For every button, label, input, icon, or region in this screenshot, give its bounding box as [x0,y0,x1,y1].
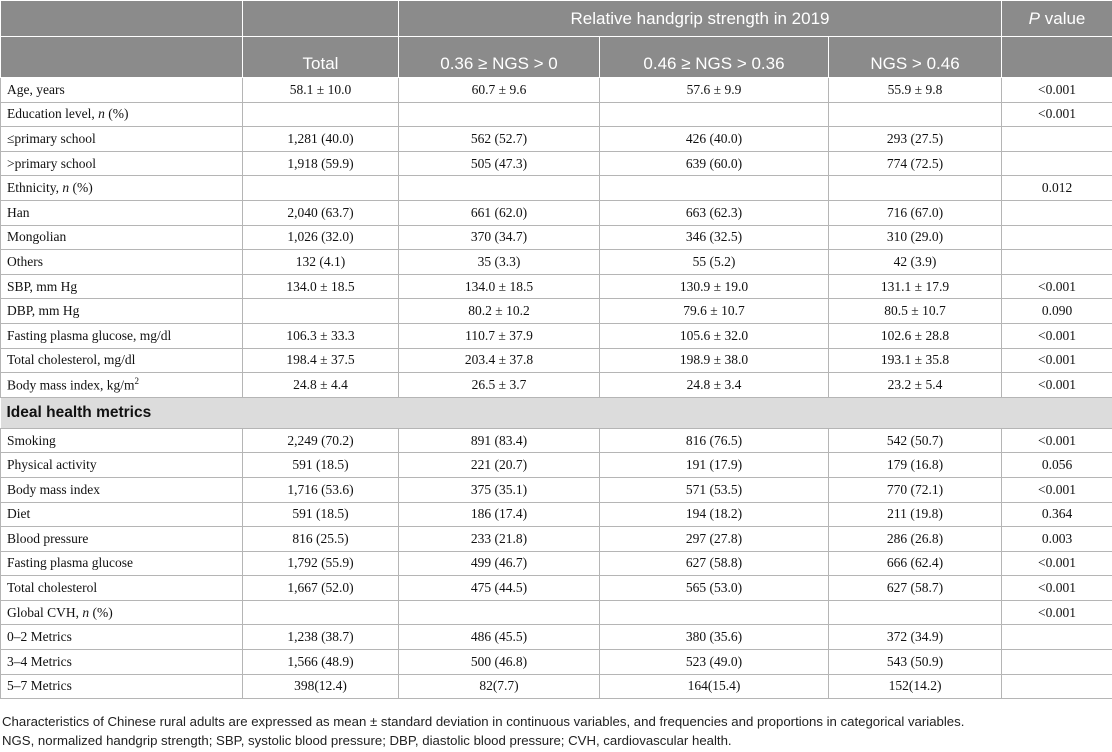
cell-ngs-high: 193.1 ± 35.8 [829,348,1002,373]
row-label [1,453,243,478]
cell-ngs-mid: 627 (58.8) [600,551,829,576]
cell-ngs-low: 375 (35.1) [399,477,600,502]
table-row [1,348,1112,373]
row-label-text: Diet [7,506,31,522]
cell-pvalue: <0.001 [1002,323,1112,348]
cell-ngs-low: 110.7 ± 37.9 [399,323,600,348]
table-row [1,373,1112,398]
section-row-ideal-health-metrics [1,397,1112,428]
row-label [1,127,243,152]
cell-total: 198.4 ± 37.5 [243,348,399,373]
cell-pvalue [1002,625,1112,650]
table-row [1,78,1112,103]
cell-ngs-low: 134.0 ± 18.5 [399,274,600,299]
cell-ngs-low: 562 (52.7) [399,127,600,152]
cell-pvalue: <0.001 [1002,600,1112,625]
cell-total: 398(12.4) [243,674,399,699]
cell-ngs-low: 82(7.7) [399,674,600,699]
pvalue-header-p: P [1028,8,1041,28]
table-row [1,151,1112,176]
cell-ngs-high: 211 (19.8) [829,502,1002,527]
cell-total: 24.8 ± 4.4 [243,373,399,398]
table-row [1,527,1112,552]
row-label-text: Smoking [7,432,56,448]
cell-ngs-high: 102.6 ± 28.8 [829,323,1002,348]
row-label [1,674,243,699]
cell-ngs-low: 35 (3.3) [399,250,600,275]
cell-pvalue [1002,674,1112,699]
table-row [1,428,1112,453]
cell-total: 134.0 ± 18.5 [243,274,399,299]
cell-total: 1,716 (53.6) [243,477,399,502]
cell-ngs-high: 42 (3.9) [829,250,1002,275]
cell-ngs-mid: 79.6 ± 10.7 [600,299,829,324]
cell-ngs-high: 770 (72.1) [829,477,1002,502]
row-label-text: Body mass index [7,481,100,497]
table-row [1,502,1112,527]
cell-total: 132 (4.1) [243,250,399,275]
row-label-text: Fasting plasma glucose, mg/dl [7,327,172,343]
cell-ngs-high: 152(14.2) [829,674,1002,699]
table-row [1,453,1112,478]
cell-total: 1,238 (38.7) [243,625,399,650]
cell-pvalue: <0.001 [1002,551,1112,576]
row-label [1,527,243,552]
cell-ngs-high: 774 (72.5) [829,151,1002,176]
table-row [1,477,1112,502]
cell-ngs-mid: 24.8 ± 3.4 [600,373,829,398]
cell-total: 2,040 (63.7) [243,200,399,225]
pvalue-header-blank [1002,37,1112,78]
cell-total: 591 (18.5) [243,502,399,527]
row-label-text: Global CVH, [7,604,83,620]
row-label-text: >primary school [7,155,96,171]
cell-pvalue: 0.090 [1002,299,1112,324]
cell-ngs-mid: 191 (17.9) [600,453,829,478]
row-label [1,428,243,453]
cell-ngs-high: 716 (67.0) [829,200,1002,225]
cell-pvalue [1002,127,1112,152]
row-label [1,151,243,176]
cell-pvalue: <0.001 [1002,102,1112,127]
cell-ngs-mid: 380 (35.6) [600,625,829,650]
table-row [1,600,1112,625]
cell-ngs-mid: 663 (62.3) [600,200,829,225]
cell-ngs-high: 179 (16.8) [829,453,1002,478]
table-row [1,323,1112,348]
cell-ngs-mid: 426 (40.0) [600,127,829,152]
row-label-text: Others [7,253,43,269]
cell-ngs-low: 661 (62.0) [399,200,600,225]
cell-ngs-mid: 297 (27.8) [600,527,829,552]
cell-total: 2,249 (70.2) [243,428,399,453]
table-row [1,551,1112,576]
cell-ngs-low: 203.4 ± 37.8 [399,348,600,373]
cell-pvalue: <0.001 [1002,477,1112,502]
row-label [1,551,243,576]
cell-ngs-low: 186 (17.4) [399,502,600,527]
pvalue-header [1002,1,1112,37]
cell-ngs-mid [600,600,829,625]
row-label-text: 5–7 Metrics [7,678,72,694]
row-label-superscript: 2 [134,376,139,387]
cell-pvalue: <0.001 [1002,274,1112,299]
row-label-text: Ethnicity, [7,180,63,196]
cell-total: 58.1 ± 10.0 [243,78,399,103]
cell-ngs-low: 26.5 ± 3.7 [399,373,600,398]
cell-total: 1,918 (59.9) [243,151,399,176]
row-label-text: Mongolian [7,229,67,245]
row-label [1,78,243,103]
cell-ngs-low: 475 (44.5) [399,576,600,601]
cell-pvalue: <0.001 [1002,373,1112,398]
row-label-text: 3–4 Metrics [7,653,72,669]
table-row [1,674,1112,699]
table-row [1,650,1112,675]
footnote-line-1: Characteristics of Chinese rural adults are expressed as mean ± standard deviation in continuous variables, and frequencies and proportions in categorical variables. [2,714,965,729]
table-row [1,127,1112,152]
cell-pvalue: 0.003 [1002,527,1112,552]
cell-ngs-mid: 565 (53.0) [600,576,829,601]
row-label [1,200,243,225]
cell-ngs-high: 55.9 ± 9.8 [829,78,1002,103]
row-label-text: Blood pressure [7,530,89,546]
cell-pvalue [1002,200,1112,225]
cell-ngs-high [829,102,1002,127]
cell-ngs-high: 542 (50.7) [829,428,1002,453]
column-header-ngs-mid: 0.46 ≥ NGS > 0.36 [600,37,829,78]
cell-pvalue [1002,650,1112,675]
cell-pvalue: <0.001 [1002,428,1112,453]
row-label-text: 0–2 Metrics [7,629,72,645]
cell-total [243,102,399,127]
table-row [1,102,1112,127]
table-row [1,176,1112,201]
cell-pvalue [1002,225,1112,250]
row-label-text: Age, years [7,81,65,97]
cell-ngs-low: 891 (83.4) [399,428,600,453]
row-label [1,225,243,250]
row-label-text: ≤primary school [7,130,96,146]
row-label-text: Body mass index, kg/m [7,377,135,393]
cell-pvalue: 0.012 [1002,176,1112,201]
cell-ngs-mid [600,102,829,127]
table-footnote [2,712,1110,750]
cell-ngs-high: 666 (62.4) [829,551,1002,576]
pvalue-header-rest: value [1040,8,1086,28]
column-header-total: Total [243,37,399,78]
cell-ngs-mid: 198.9 ± 38.0 [600,348,829,373]
cell-pvalue: <0.001 [1002,576,1112,601]
cell-ngs-mid: 164(15.4) [600,674,829,699]
cell-ngs-low [399,102,600,127]
row-label-tail: (%) [104,106,129,122]
header-blank-cell-2 [1,37,243,78]
cell-total: 1,281 (40.0) [243,127,399,152]
row-label-tail: (%) [69,180,93,196]
cell-total: 1,792 (55.9) [243,551,399,576]
row-label [1,323,243,348]
row-label [1,502,243,527]
cell-ngs-high [829,600,1002,625]
table-row [1,274,1112,299]
table-row [1,625,1112,650]
cell-ngs-low: 505 (47.3) [399,151,600,176]
cell-ngs-low: 80.2 ± 10.2 [399,299,600,324]
cell-ngs-low [399,600,600,625]
cell-ngs-high: 131.1 ± 17.9 [829,274,1002,299]
row-label-text: SBP, mm Hg [7,278,78,294]
row-label [1,477,243,502]
cell-ngs-high: 293 (27.5) [829,127,1002,152]
row-label [1,274,243,299]
row-label [1,348,243,373]
cell-total: 106.3 ± 33.3 [243,323,399,348]
cell-ngs-high: 286 (26.8) [829,527,1002,552]
cell-ngs-low: 499 (46.7) [399,551,600,576]
section-label: Ideal health metrics [1,397,1112,428]
row-label [1,576,243,601]
row-label-tail: (%) [89,604,113,620]
row-label-italic: n [62,180,70,196]
cell-ngs-mid: 57.6 ± 9.9 [600,78,829,103]
cell-total: 591 (18.5) [243,453,399,478]
row-label [1,625,243,650]
cell-ngs-high: 310 (29.0) [829,225,1002,250]
cell-ngs-high: 543 (50.9) [829,650,1002,675]
cell-ngs-mid: 571 (53.5) [600,477,829,502]
cell-total [243,600,399,625]
cell-total: 1,026 (32.0) [243,225,399,250]
row-label [1,250,243,275]
table-row [1,200,1112,225]
footnote-line-2: NGS, normalized handgrip strength; SBP, systolic blood pressure; DBP, diastolic blood pressure; CVH, cardiovascular health. [2,733,732,748]
cell-ngs-mid: 523 (49.0) [600,650,829,675]
row-label-text: Total cholesterol [7,580,98,596]
header-blank-cell [1,1,243,37]
group-header-handgrip: Relative handgrip strength in 2019 [399,1,1002,37]
cell-ngs-mid: 639 (60.0) [600,151,829,176]
cell-total [243,176,399,201]
cell-ngs-mid: 130.9 ± 19.0 [600,274,829,299]
cell-total [243,299,399,324]
row-label [1,600,243,625]
cell-ngs-high: 80.5 ± 10.7 [829,299,1002,324]
row-label-text: Fasting plasma glucose [7,555,133,571]
cell-ngs-low: 233 (21.8) [399,527,600,552]
cell-ngs-low: 370 (34.7) [399,225,600,250]
table-row [1,299,1112,324]
row-label [1,299,243,324]
cell-ngs-low: 486 (45.5) [399,625,600,650]
row-label [1,102,243,127]
table-row [1,225,1112,250]
row-label-text: Total cholesterol, mg/dl [7,352,136,368]
table-body [1,78,1112,699]
table-row [1,250,1112,275]
row-label-italic: n [82,604,90,620]
cell-ngs-low: 221 (20.7) [399,453,600,478]
cell-total: 816 (25.5) [243,527,399,552]
column-header-ngs-low: 0.36 ≥ NGS > 0 [399,37,600,78]
cell-pvalue: <0.001 [1002,78,1112,103]
cell-ngs-mid: 105.6 ± 32.0 [600,323,829,348]
table-header [1,1,1112,78]
cell-ngs-mid: 194 (18.2) [600,502,829,527]
column-header-ngs-high: NGS > 0.46 [829,37,1002,78]
cell-total: 1,566 (48.9) [243,650,399,675]
cell-pvalue: 0.056 [1002,453,1112,478]
cell-pvalue [1002,250,1112,275]
table-row [1,576,1112,601]
cell-ngs-mid: 816 (76.5) [600,428,829,453]
cell-pvalue: 0.364 [1002,502,1112,527]
row-label-text: Education level, [7,106,99,122]
row-label [1,373,243,398]
cell-ngs-mid: 346 (32.5) [600,225,829,250]
row-label-italic: n [98,106,105,122]
row-label [1,650,243,675]
cell-ngs-low [399,176,600,201]
cell-ngs-high: 23.2 ± 5.4 [829,373,1002,398]
cell-pvalue: <0.001 [1002,348,1112,373]
cell-total: 1,667 (52.0) [243,576,399,601]
row-label-text: DBP, mm Hg [7,303,80,319]
header-blank-cell-total [243,1,399,37]
cell-ngs-low: 500 (46.8) [399,650,600,675]
cell-pvalue [1002,151,1112,176]
cell-ngs-high: 372 (34.9) [829,625,1002,650]
cell-ngs-mid [600,176,829,201]
cell-ngs-low: 60.7 ± 9.6 [399,78,600,103]
cell-ngs-high [829,176,1002,201]
row-label-text: Physical activity [7,457,97,473]
cell-ngs-mid: 55 (5.2) [600,250,829,275]
row-label [1,176,243,201]
row-label-text: Han [7,204,30,220]
cell-ngs-high: 627 (58.7) [829,576,1002,601]
